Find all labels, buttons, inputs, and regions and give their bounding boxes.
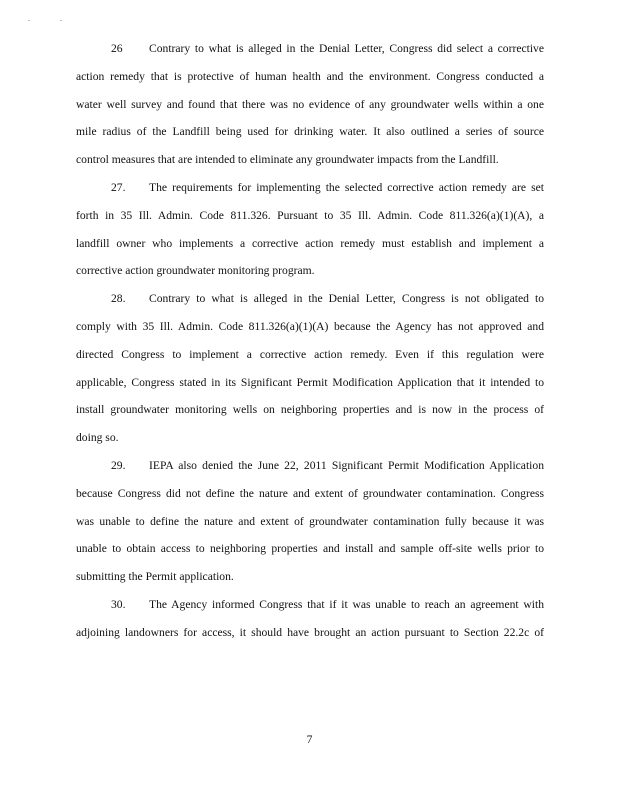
paragraph-26 xyxy=(76,40,544,179)
paragraph-text: Contrary to what is alleged in the Denial Letter, Congress did select a corrective xyxy=(149,42,544,55)
paragraph-number: 30. xyxy=(111,597,126,611)
paragraph-28 xyxy=(76,290,544,457)
paragraph-line: mile radius of the Landfill being used for drinking water. It also outlined a series of source xyxy=(76,125,544,139)
paragraph-line xyxy=(76,457,544,485)
paragraph-line xyxy=(76,40,544,68)
paragraph-line: adjoining landowners for access, it should have brought an action pursuant to Section 22.2c of xyxy=(76,625,544,639)
paragraph-line: applicable, Congress stated in its Significant Permit Modification Application that it intended to xyxy=(76,375,544,389)
paragraph-text: Contrary to what is alleged in the Denial Letter, Congress is not obligated to xyxy=(149,292,544,306)
paragraph-line: forth in 35 Ill. Admin. Code 811.326. Pursuant to 35 Ill. Admin. Code 811.326(a)(1)(A), a xyxy=(76,208,544,222)
paragraph-29 xyxy=(76,457,544,596)
paragraph-27 xyxy=(76,179,544,290)
paragraph-line: doing so. xyxy=(76,431,119,445)
paragraph-line xyxy=(76,290,544,318)
paragraph-number: 27. xyxy=(111,180,126,194)
paragraph-line: unable to obtain access to neighboring properties and install and sample off-site wells prior to xyxy=(76,542,544,556)
document-body xyxy=(76,40,544,652)
scan-marks: . . xyxy=(28,14,76,23)
paragraph-line: install groundwater monitoring wells on neighboring properties and is now in the process of xyxy=(76,403,544,417)
paragraph-line: action remedy that is protective of human health and the environment. Congress conducted a xyxy=(76,69,544,83)
paragraph-text: IEPA also denied the June 22, 2011 Significant Permit Modification Application xyxy=(149,458,544,472)
paragraph-number: 28. xyxy=(111,292,126,306)
paragraph-line: directed Congress to implement a corrective action remedy. Even if this regulation were xyxy=(76,347,544,361)
paragraph-line: corrective action groundwater monitoring program. xyxy=(76,264,315,278)
page-number: 7 xyxy=(306,733,313,746)
paragraph-text: The Agency informed Congress that if it was unable to reach an agreement with xyxy=(149,597,544,611)
paragraph-line: water well survey and found that there was no evidence of any groundwater wells within a one xyxy=(76,97,544,111)
paragraph-line: control measures that are intended to eliminate any groundwater impacts from the Landfill. xyxy=(76,153,499,167)
paragraph-line: submitting the Permit application. xyxy=(76,570,234,584)
paragraph-line: comply with 35 Ill. Admin. Code 811.326(a)(1)(A) because the Agency has not approved and xyxy=(76,319,544,333)
paragraph-line xyxy=(76,179,544,207)
paragraph-30 xyxy=(76,596,544,652)
paragraph-line xyxy=(76,596,544,624)
paragraph-line: because Congress did not define the nature and extent of groundwater contamination. Congress xyxy=(76,486,544,500)
paragraph-line: landfill owner who implements a corrective action remedy must establish and implement a xyxy=(76,236,544,250)
paragraph-text: The requirements for implementing the selected corrective action remedy are set xyxy=(149,180,544,194)
paragraph-number: 26 xyxy=(111,42,123,55)
paragraph-number: 29. xyxy=(111,458,126,472)
paragraph-line: was unable to define the nature and extent of groundwater contamination fully because it was xyxy=(76,514,544,528)
